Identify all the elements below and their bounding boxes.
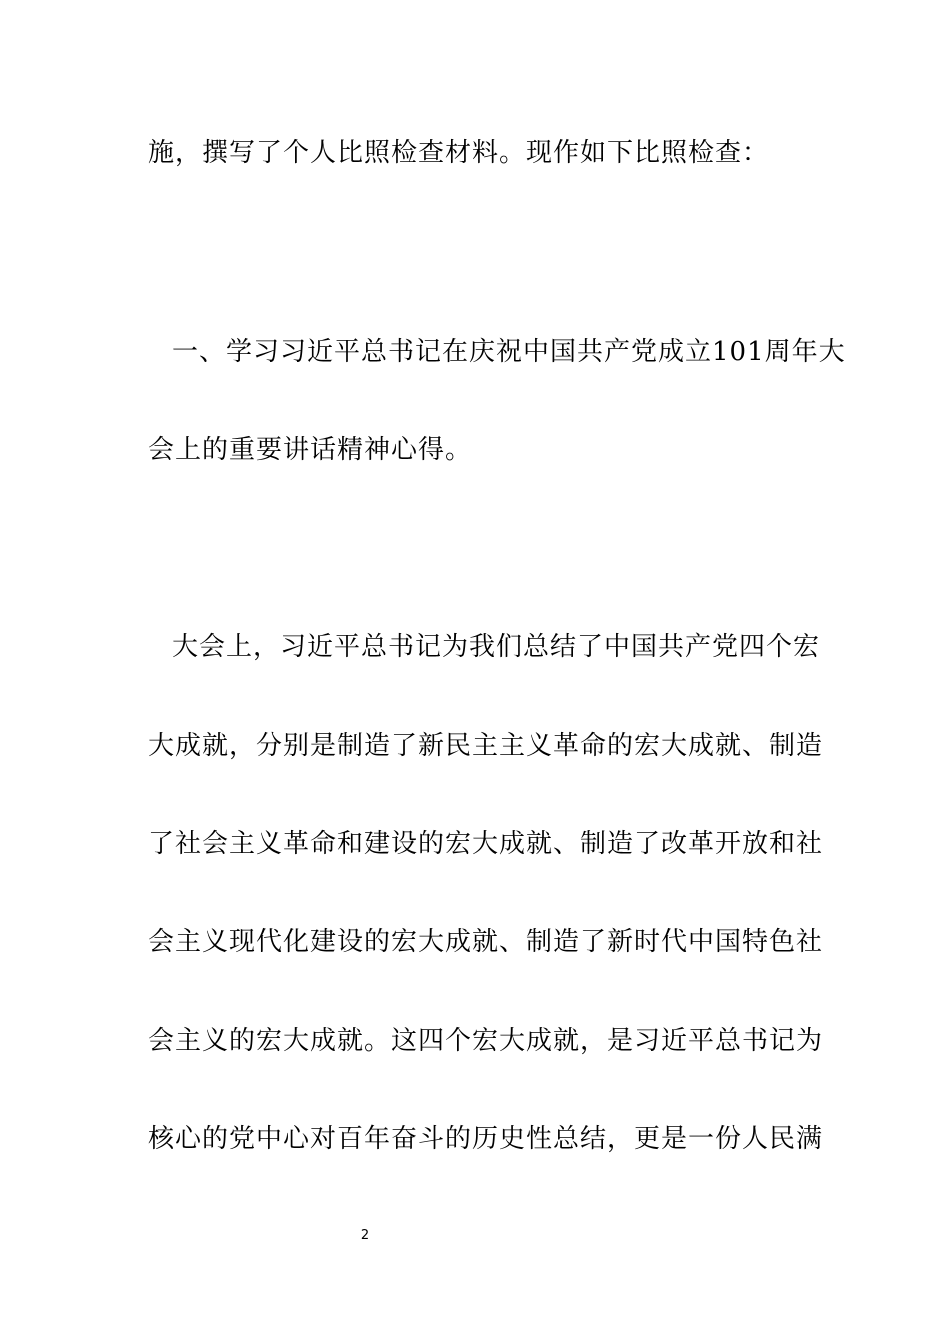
paragraph-line-2: 大会上，习近平总书记为我们总结了中国共产党四个宏: [172, 632, 821, 662]
paragraph-line-7: 核心的党中心对百年奋斗的历史性总结，更是一份人民满: [148, 1124, 824, 1154]
paragraph-line-1: 施，撰写了个人比照检查材料。现作如下比照检查：: [148, 138, 770, 168]
section-heading-line-2: 会上的重要讲话精神心得。: [148, 435, 473, 465]
paragraph-line-4: 了社会主义革命和建设的宏大成就、制造了改革开放和社: [148, 829, 824, 859]
section-heading-line-1: 一、学习习近平总书记在庆祝中国共产党成立101周年大: [172, 337, 846, 367]
paragraph-line-3: 大成就，分别是制造了新民主主义革命的宏大成就、制造: [148, 731, 824, 761]
paragraph-line-5: 会主义现代化建设的宏大成就、制造了新时代中国特色社: [148, 927, 824, 957]
paragraph-line-6: 会主义的宏大成就。这四个宏大成就，是习近平总书记为: [148, 1026, 824, 1056]
page-number: 2: [360, 1228, 370, 1243]
